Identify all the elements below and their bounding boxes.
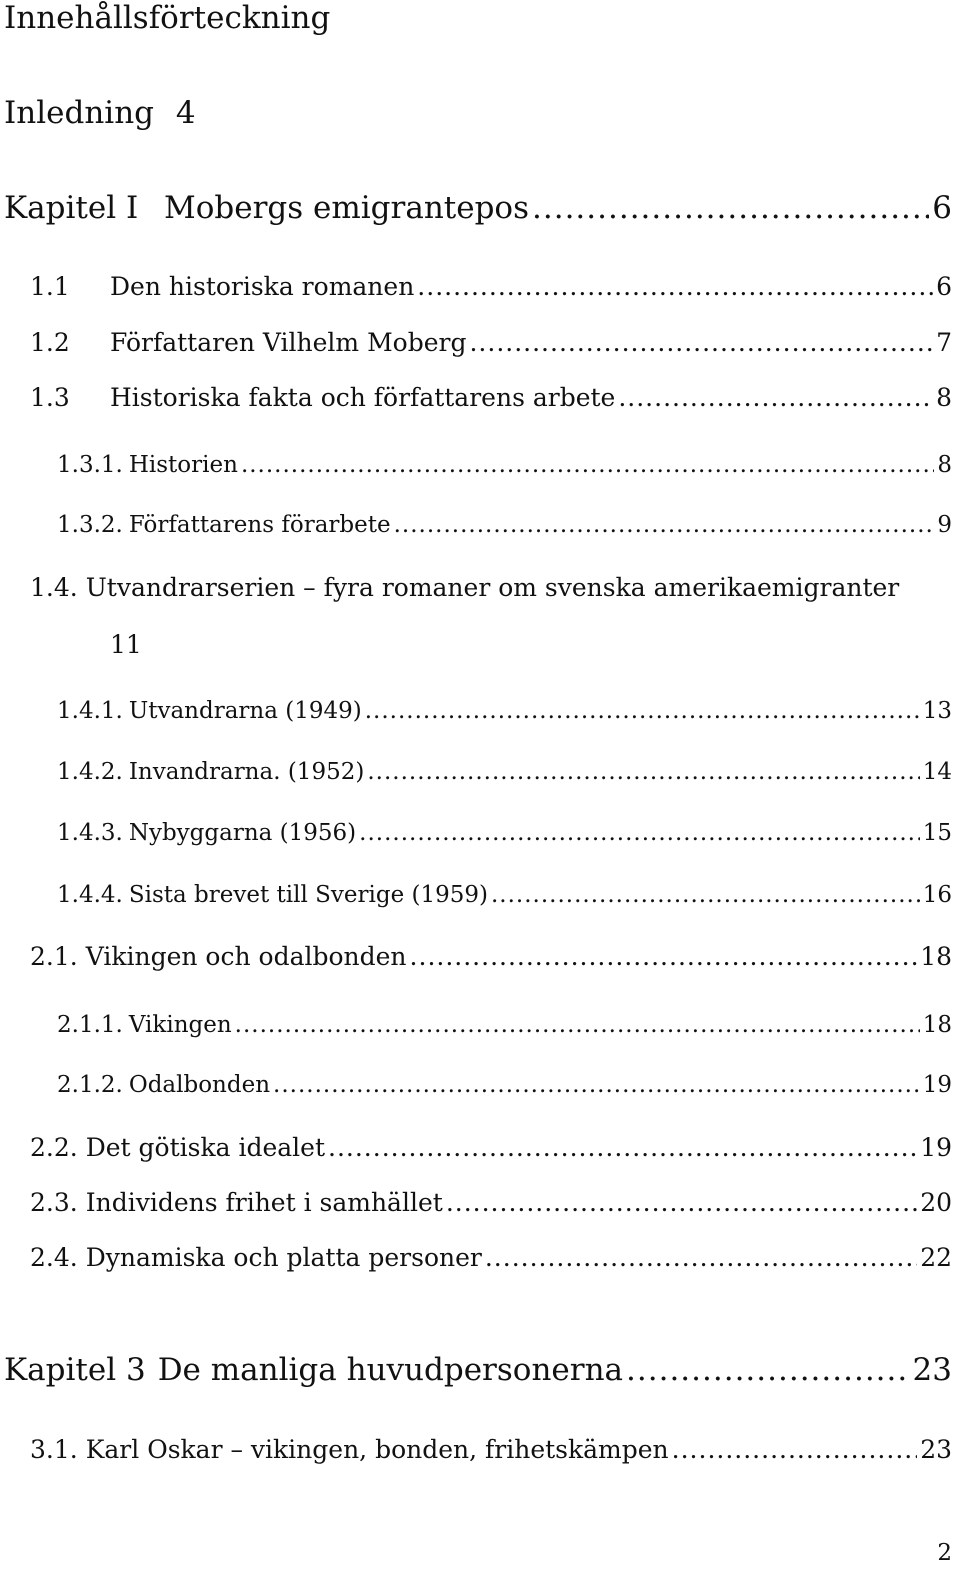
toc-entry-title: Historiska fakta och författarens arbete <box>110 383 616 412</box>
toc-leader-dots <box>417 272 933 301</box>
toc-entry-number: 1.4.4. <box>57 882 123 908</box>
toc-entry-intro[interactable] <box>4 95 196 131</box>
toc-entry-page: 15 <box>922 820 952 846</box>
toc-entry-2-2[interactable] <box>30 1133 952 1162</box>
toc-entry-number: Kapitel 3 <box>4 1352 146 1388</box>
toc-entry-title: Vikingen <box>128 1012 232 1038</box>
toc-entry-number: 1.4.1. <box>57 698 123 724</box>
toc-entry-title: Det götiska idealet <box>85 1133 326 1162</box>
toc-entry-number: 1.4.2. <box>57 759 123 785</box>
toc-entry-1-3-1[interactable] <box>57 452 952 478</box>
toc-entry-page: 22 <box>920 1243 952 1272</box>
toc-entry-title: Författaren Vilhelm Moberg <box>110 328 467 357</box>
toc-entry-page: 4 <box>175 95 196 131</box>
toc-title: Innehållsförteckning <box>4 0 331 36</box>
toc-entry-1-2[interactable] <box>30 328 952 357</box>
toc-entry-number: 1.3.1. <box>57 452 123 478</box>
toc-entry-1-1[interactable] <box>30 272 952 301</box>
toc-entry-title: Författarens förarbete <box>128 512 391 538</box>
toc-entry-1-4-4[interactable] <box>57 882 952 908</box>
toc-entry-number: 1.1 <box>30 272 70 301</box>
toc-leader-dots <box>273 1072 920 1098</box>
toc-entry-2-1-1[interactable] <box>57 1012 952 1038</box>
toc-entry-page: 23 <box>912 1352 952 1388</box>
toc-entry-number: 1.2 <box>30 328 70 357</box>
toc-entry-page: 18 <box>920 942 952 971</box>
toc-entry-page: 8 <box>936 383 952 412</box>
toc-leader-dots <box>532 190 929 226</box>
toc-entry-number: 1.3.2. <box>57 512 123 538</box>
toc-entry-title: Utvandrarserien – fyra romaner om svenska amerikaemigranter <box>85 573 900 602</box>
toc-entry-number: 2.4. <box>30 1243 78 1272</box>
toc-entry-title: Individens frihet i samhället <box>85 1188 443 1217</box>
toc-entry-page: 19 <box>922 1072 952 1098</box>
toc-entry-page: 6 <box>932 190 952 226</box>
toc-entry-2-1-2[interactable] <box>57 1072 952 1098</box>
toc-entry-page: 11 <box>110 630 142 659</box>
toc-entry-title: Odalbonden <box>128 1072 271 1098</box>
toc-entry-2-3[interactable] <box>30 1188 952 1217</box>
toc-entry-page: 19 <box>920 1133 952 1162</box>
toc-entry-2-4[interactable] <box>30 1243 952 1272</box>
toc-entry-page: 13 <box>922 698 952 724</box>
toc-entry-title: De manliga huvudpersonerna <box>157 1352 624 1388</box>
toc-leader-dots <box>672 1435 918 1464</box>
toc-entry-number: 1.4. <box>30 573 78 602</box>
toc-entry-title: Inledning <box>4 95 155 131</box>
toc-leader-dots <box>365 698 920 724</box>
toc-entry-number: 2.1. <box>30 942 78 971</box>
page-number: 2 <box>937 1540 952 1566</box>
toc-leader-dots <box>446 1188 917 1217</box>
toc-entry-page: 9 <box>937 512 952 538</box>
toc-entry-number: 3.1. <box>30 1435 78 1464</box>
toc-entry-1-3[interactable] <box>30 383 952 412</box>
toc-entry-number: 2.1.2. <box>57 1072 123 1098</box>
toc-entry-number: Kapitel I <box>4 190 139 226</box>
toc-leader-dots <box>491 882 920 908</box>
toc-entry-number: 1.4.3. <box>57 820 123 846</box>
toc-entry-2-1[interactable] <box>30 942 952 971</box>
toc-leader-dots <box>626 1352 910 1388</box>
toc-entry-title: Sista brevet till Sverige (1959) <box>128 882 488 908</box>
toc-entry-title: Karl Oskar – vikingen, bonden, frihetskämpen <box>85 1435 669 1464</box>
toc-entry-1-4-2[interactable] <box>57 759 952 785</box>
toc-leader-dots <box>359 820 920 846</box>
toc-entry-1-3-2[interactable] <box>57 512 952 538</box>
toc-leader-dots <box>394 512 935 538</box>
toc-leader-dots <box>241 452 934 478</box>
toc-leader-dots <box>235 1012 920 1038</box>
toc-entry-3-1[interactable] <box>30 1435 952 1464</box>
toc-entry-chapter-3[interactable] <box>4 1352 952 1388</box>
toc-entry-title: Nybyggarna (1956) <box>128 820 357 846</box>
toc-entry-number: 2.1.1. <box>57 1012 123 1038</box>
toc-entry-page: 7 <box>936 328 952 357</box>
toc-entry-page: 20 <box>920 1188 952 1217</box>
toc-entry-page: 18 <box>922 1012 952 1038</box>
toc-entry-title: Utvandrarna (1949) <box>128 698 362 724</box>
toc-entry-chapter-1[interactable] <box>4 190 952 226</box>
toc-entry-title: Mobergs emigrantepos <box>164 190 530 226</box>
toc-entry-page: 14 <box>922 759 952 785</box>
toc-entry-number: 2.2. <box>30 1133 78 1162</box>
toc-entry-page: 23 <box>920 1435 952 1464</box>
toc-entry-title: Vikingen och odalbonden <box>85 942 407 971</box>
toc-entry-number: 2.3. <box>30 1188 78 1217</box>
toc-leader-dots <box>367 759 919 785</box>
toc-leader-dots <box>469 328 933 357</box>
toc-entry-1-4[interactable] <box>30 573 952 659</box>
toc-entry-page: 8 <box>937 452 952 478</box>
toc-entry-page: 6 <box>936 272 952 301</box>
toc-entry-1-4-1[interactable] <box>57 698 952 724</box>
toc-leader-dots <box>618 383 933 412</box>
toc-entry-title: Historien <box>128 452 238 478</box>
toc-entry-title: Invandrarna. (1952) <box>128 759 365 785</box>
toc-entry-number: 1.3 <box>30 383 70 412</box>
toc-entry-title: Dynamiska och platta personer <box>85 1243 482 1272</box>
toc-leader-dots <box>328 1133 917 1162</box>
toc-entry-1-4-3[interactable] <box>57 820 952 846</box>
toc-entry-page: 16 <box>922 882 952 908</box>
toc-leader-dots <box>410 942 918 971</box>
toc-leader-dots <box>485 1243 917 1272</box>
toc-entry-title: Den historiska romanen <box>110 272 415 301</box>
